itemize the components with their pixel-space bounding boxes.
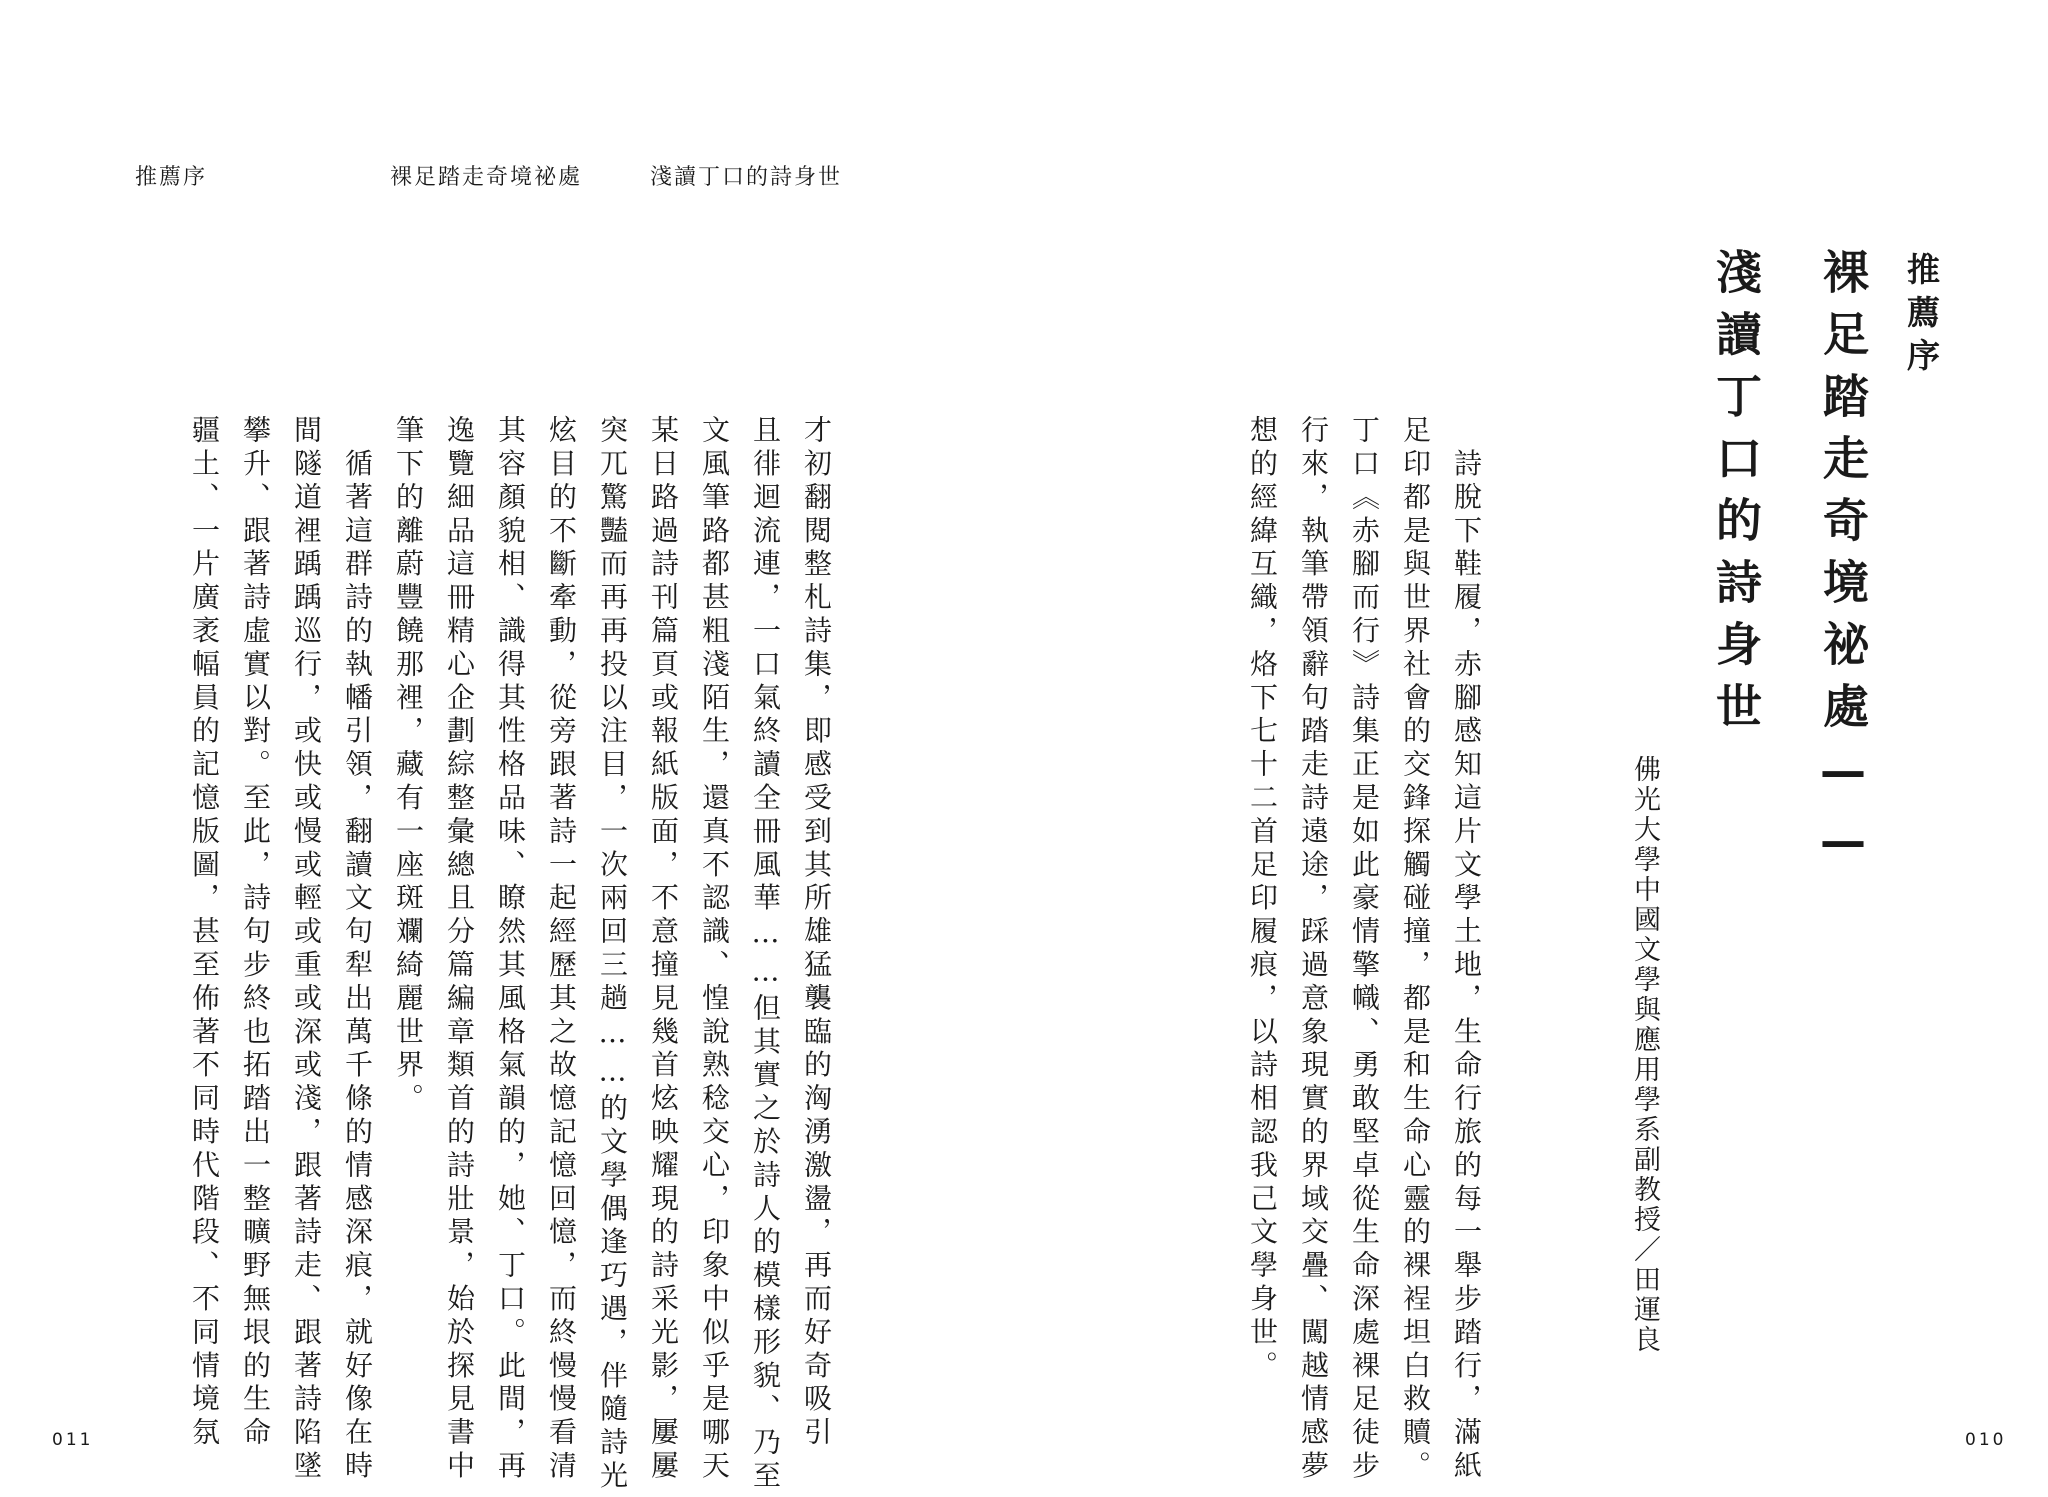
body-line: 間隧道裡踽踽巡行，或快或慢或輕或重或深或淺，跟著詩走、跟著詩陷墜 [290, 415, 323, 1484]
article-title-line2: 淺讀丁口的詩身世 [1709, 248, 1763, 744]
page-number-right: 010 [1965, 1430, 2007, 1450]
body-line: 才初翻閱整札詩集，即感受到其所雄猛襲臨的洶湧激盪，再而好奇吸引 [800, 415, 833, 1451]
section-label: 推薦序 [1902, 252, 1941, 381]
body-line: 逸覽細品這冊精心企劃綜整彙總且分篇編章類首的詩壯景，始於探見書中 [443, 415, 476, 1484]
body-line: 其容顏貌相、識得其性格品味、瞭然其風格氣韻的，她、丁口。此間，再 [494, 415, 527, 1484]
body-line: 文風筆路都甚粗淺陌生，還真不認識、惶說熟稔交心，印象中似乎是哪天 [698, 415, 731, 1484]
running-header-title-part1: 裸足踏走奇境祕處 [390, 165, 583, 190]
body-line: 循著這群詩的執幡引領，翻讀文句犁出萬千條的情感深痕，就好像在時 [341, 415, 374, 1484]
body-line: 詩脫下鞋履，赤腳感知這片文學土地，生命行旅的每一舉步踏行，滿紙 [1450, 415, 1483, 1484]
body-line: 炫目的不斷牽動，從旁跟著詩一起經歷其之故憶記憶回憶，而終慢慢看清 [545, 415, 578, 1484]
body-line: 突兀驚豔而再再投以注目，一次兩回三趟……的文學偶逢巧遇，伴隨詩光 [596, 415, 629, 1494]
body-line: 筆下的離蔚豐饒那裡，藏有一座斑斕綺麗世界。 [392, 415, 425, 1117]
body-line: 且徘迴流連，一口氣終讀全冊風華……但其實之於詩人的模樣形貌、乃至 [749, 415, 782, 1494]
running-header-label: 推薦序 [135, 165, 208, 190]
body-line: 丁口《赤腳而行》詩集正是如此豪情擎幟、勇敢堅卓從生命深處裸足徒步 [1348, 415, 1381, 1484]
body-line: 疆土、一片廣袤幅員的記憶版圖，甚至佈著不同時代階段、不同情境氛 [188, 415, 221, 1451]
body-line: 某日路過詩刊篇頁或報紙版面，不意撞見幾首炫映耀現的詩采光影，屢屢 [647, 415, 680, 1484]
body-line: 足印都是與世界社會的交鋒探觸碰撞，都是和生命心靈的裸裎坦白救贖。 [1399, 415, 1432, 1484]
author-credit: 佛光大學中國文學與應用學系副教授／田運良 [1629, 755, 1660, 1355]
body-line: 攀升、跟著詩虛實以對。至此，詩句步終也拓踏出一整曠野無垠的生命 [239, 415, 272, 1451]
page-number-left: 011 [52, 1430, 94, 1450]
running-header-title-part2: 淺讀丁口的詩身世 [650, 165, 843, 190]
body-line: 行來，執筆帶領辭句踏走詩遠途，踩過意象現實的界域交疊、闖越情感夢 [1297, 415, 1330, 1484]
body-line: 想的經緯互織，烙下七十二首足印履痕，以詩相認我己文學身世。 [1246, 415, 1279, 1384]
article-title-line1: 裸足踏走奇境祕處—— [1816, 248, 1870, 884]
